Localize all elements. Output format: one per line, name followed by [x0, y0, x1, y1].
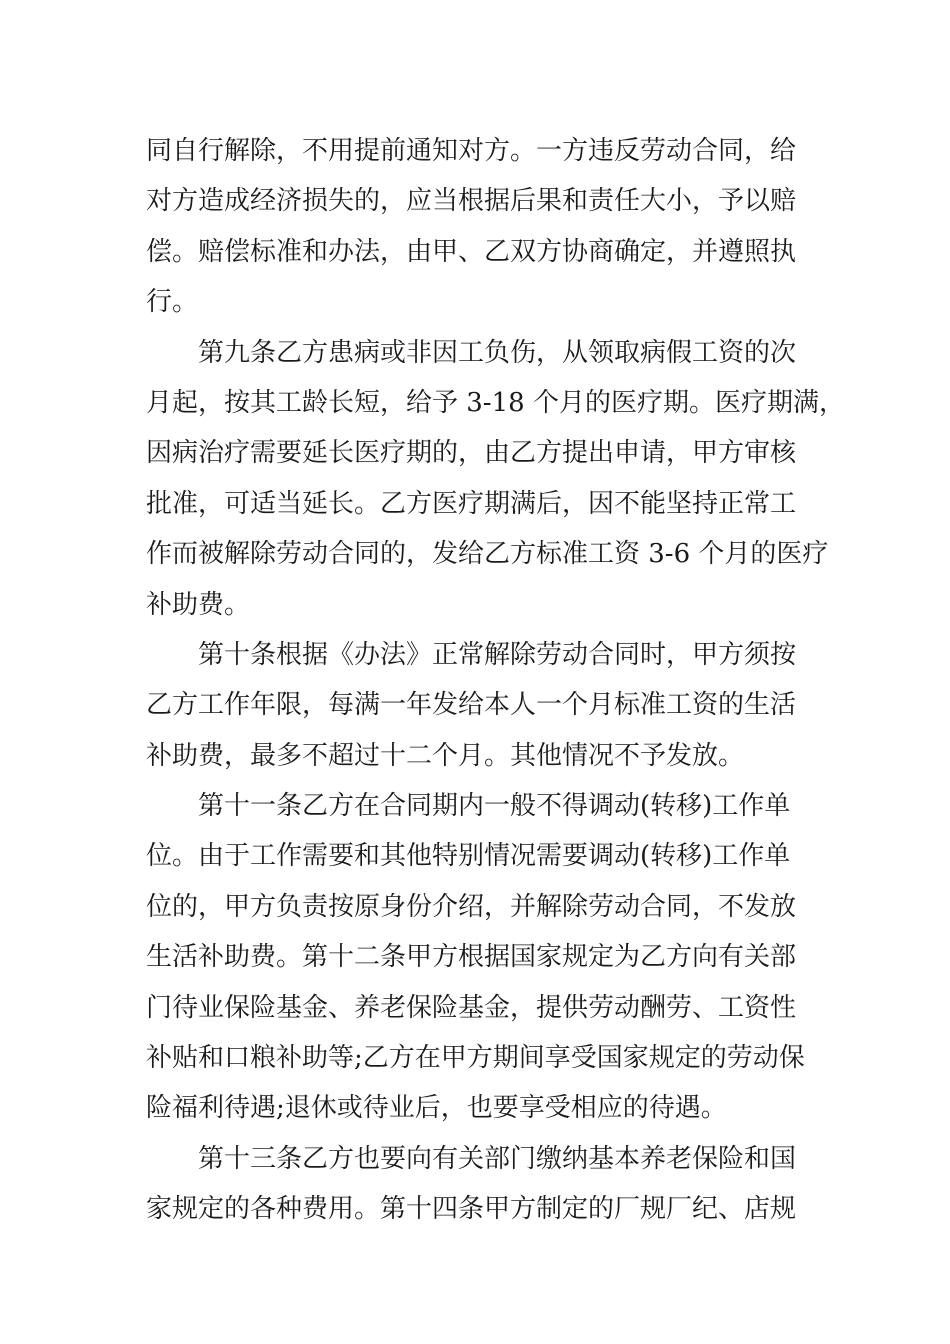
text-line: 第十三条乙方也要向有关部门缴纳基本养老保险和国: [198, 1143, 797, 1174]
text-line: 位的，甲方负责按原身份介绍，并解除劳动合同，不发放: [146, 891, 797, 922]
text-line: 生活补助费。第十二条甲方根据国家规定为乙方向有关部: [146, 942, 797, 973]
paragraph: [146, 1134, 816, 1235]
paragraph: [146, 328, 845, 630]
text-line: 因病治疗需要延长医疗期的，由乙方提出申请，甲方审核: [146, 438, 797, 469]
text-line: 月起，按其工龄长短，给予 3-18 个月的医疗期。医疗期满，: [146, 387, 845, 418]
text-line: 补贴和口粮补助等;乙方在甲方期间享受国家规定的劳动保: [146, 1043, 805, 1074]
text-line: 同自行解除，不用提前通知对方。一方违反劳动合同，给: [146, 136, 797, 166]
text-line: 补助费，最多不超过十二个月。其他情况不予发放。: [146, 740, 745, 771]
paragraph: [146, 126, 816, 328]
text-line: 对方造成经济损失的，应当根据后果和责任大小，予以赔: [146, 186, 797, 217]
text-line: 第十条根据《办法》正常解除劳动合同时，甲方须按: [198, 639, 797, 670]
text-line: 险福利待遇;退休或待业后，也要享受相应的待遇。: [146, 1093, 727, 1124]
text-line: 作而被解除劳动合同的，发给乙方标准工资 3-6 个月的医疗: [146, 539, 829, 570]
text-line: 偿。赔偿标准和办法，由甲、乙双方协商确定，并遵照执: [146, 236, 797, 267]
document-body: [146, 126, 845, 1235]
text-line: 补助费。: [146, 589, 251, 620]
paragraph: [146, 630, 816, 781]
text-line: 批准，可适当延长。乙方医疗期满后，因不能坚持正常工: [146, 488, 797, 519]
text-line: 行。: [146, 287, 199, 318]
text-line: 第十一条乙方在合同期内一般不得调动(转移)工作单: [198, 791, 791, 822]
paragraph: [146, 781, 816, 1134]
text-line: 位。由于工作需要和其他特别情况需要调动(转移)工作单: [146, 841, 791, 872]
text-line: 门待业保险基金、养老保险基金，提供劳动酬劳、工资性: [146, 992, 797, 1023]
text-line: 第九条乙方患病或非因工负伤，从领取病假工资的次: [198, 337, 797, 368]
text-line: 乙方工作年限，每满一年发给本人一个月标准工资的生活: [146, 690, 797, 721]
text-line: 家规定的各种费用。第十四条甲方制定的厂规厂纪、店规: [146, 1194, 797, 1225]
